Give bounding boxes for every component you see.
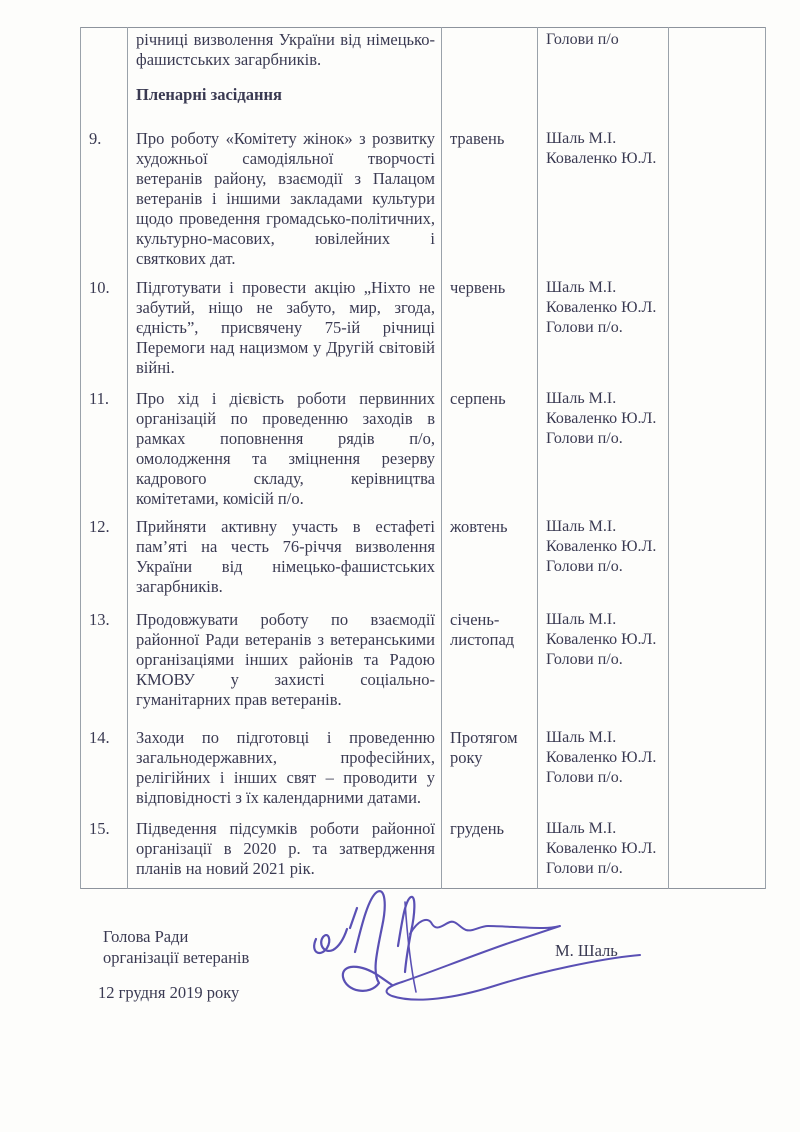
table-row <box>81 726 766 817</box>
empty-cell <box>669 127 766 276</box>
row-number: 10. <box>81 276 128 387</box>
task-text: Підготувати і провести акцію „Ніхто не забутий, ніщо не забуто, мир, згода, єдність”, присвячену 75-ій річниці Перемоги над нацизмом у Другій світовій війні. <box>136 277 435 377</box>
table-row <box>81 515 766 608</box>
row-number: 14. <box>81 726 128 817</box>
task-cell <box>128 817 442 889</box>
responsible-name: Коваленко Ю.Л. <box>546 537 657 555</box>
responsible-name: Шаль М.І. <box>546 819 617 837</box>
term-cell: травень <box>442 127 538 276</box>
task-text: Продовжувати роботу по взаємодії районної Ради ветеранів з ветеранськими організаціями інших районів та Радою КМОВУ у захисті соціально-гуманітарних прав ветеранів. <box>136 609 435 709</box>
row-number: 12. <box>81 515 128 608</box>
responsible-name: Шаль М.І. <box>546 389 617 407</box>
term-cell: грудень <box>442 817 538 889</box>
task-cell <box>128 515 442 608</box>
task-text: Про роботу «Комітету жінок» з розвитку художньої самодіяльної творчості ветеранів району, взаємодії з Палацом ветеранів і іншими закладами культури щодо проведення громадсько-політичних, культурно-масових, ювілейних і святкових дат. <box>136 128 435 268</box>
task-cell <box>128 276 442 387</box>
empty-cell <box>669 28 766 127</box>
responsible-name: Голови п/о <box>546 31 619 48</box>
responsible-cell <box>538 515 669 608</box>
responsible-name: Шаль М.І. <box>546 728 617 746</box>
term-cell: жовтень <box>442 515 538 608</box>
row-number: 11. <box>81 387 128 515</box>
table-row-continuation <box>81 28 766 127</box>
task-text: Підведення підсумків роботи районної організації в 2020 р. та затвердження планів на новий 2021 рік. <box>136 818 435 878</box>
task-cell <box>128 387 442 515</box>
empty-cell <box>669 726 766 817</box>
empty-cell <box>669 387 766 515</box>
row-number: 15. <box>81 817 128 889</box>
term-cell: Протягом року <box>442 726 538 817</box>
task-text: річниці визволення України від німецько-фашистських загарбників. <box>136 30 435 69</box>
term-cell: червень <box>442 276 538 387</box>
row-number: 13. <box>81 608 128 726</box>
section-heading: Пленарні засідання <box>136 85 282 104</box>
table-row <box>81 127 766 276</box>
responsible-name: Голови п/о. <box>546 429 623 447</box>
task-cell <box>128 726 442 817</box>
empty-cell <box>669 515 766 608</box>
responsible-cell <box>538 726 669 817</box>
responsible-name: Голови п/о. <box>546 318 623 336</box>
term-cell: січень-листопад <box>442 608 538 726</box>
responsible-name: Коваленко Ю.Л. <box>546 149 657 167</box>
term-cell: серпень <box>442 387 538 515</box>
empty-cell <box>669 817 766 889</box>
responsible-name: Коваленко Ю.Л. <box>546 298 657 316</box>
document-date: 12 грудня 2019 року <box>98 983 240 1002</box>
table-row <box>81 387 766 515</box>
responsible-name: Шаль М.І. <box>546 278 617 296</box>
table-row <box>81 276 766 387</box>
responsible-cell <box>538 28 669 127</box>
task-cell <box>128 127 442 276</box>
table-row <box>81 608 766 726</box>
task-text: Про хід і дієвість роботи первинних організацій по проведенню заходів в рамках поповнення рядів п/о, омолодження та зміцнення резерву кадрового складу, керівництва комітетами, комісій п/о. <box>136 388 435 508</box>
task-text: Прийняти активну участь в естафеті пам’яті на честь 76-річчя визволення України від німецько-фашистських загарбників. <box>136 516 435 596</box>
responsible-name: Голови п/о. <box>546 859 623 877</box>
plan-table <box>80 27 766 889</box>
responsible-name: Шаль М.І. <box>546 610 617 628</box>
row-number <box>81 28 128 127</box>
responsible-name: Коваленко Ю.Л. <box>546 839 657 857</box>
task-cell <box>128 608 442 726</box>
responsible-name: Шаль М.І. <box>546 129 617 147</box>
table-row <box>81 817 766 889</box>
responsible-name: Голови п/о. <box>546 768 623 786</box>
signer-title <box>103 926 249 968</box>
responsible-cell <box>538 387 669 515</box>
responsible-cell <box>538 276 669 387</box>
empty-cell <box>669 276 766 387</box>
responsible-name: Голови п/о. <box>546 557 623 575</box>
term-cell <box>442 28 538 127</box>
responsible-name: Коваленко Ю.Л. <box>546 630 657 648</box>
signer-title-line2: організації ветеранів <box>103 948 250 967</box>
responsible-name: Голови п/о. <box>546 650 623 668</box>
empty-cell <box>669 608 766 726</box>
responsible-cell <box>538 608 669 726</box>
responsible-name: Шаль М.І. <box>546 517 617 535</box>
signer-title-line1: Голова Ради <box>103 927 189 946</box>
row-number: 9. <box>81 127 128 276</box>
task-cell <box>128 28 442 127</box>
responsible-cell <box>538 127 669 276</box>
responsible-name: Коваленко Ю.Л. <box>546 409 657 427</box>
signer-name: М. Шаль <box>555 941 618 960</box>
responsible-cell <box>538 817 669 889</box>
responsible-name: Коваленко Ю.Л. <box>546 748 657 766</box>
task-text: Заходи по підготовці і проведенню загальнодержавних, професійних, релігійних і інших свят – проводити у відповідності з їх календарними датами. <box>136 727 435 807</box>
